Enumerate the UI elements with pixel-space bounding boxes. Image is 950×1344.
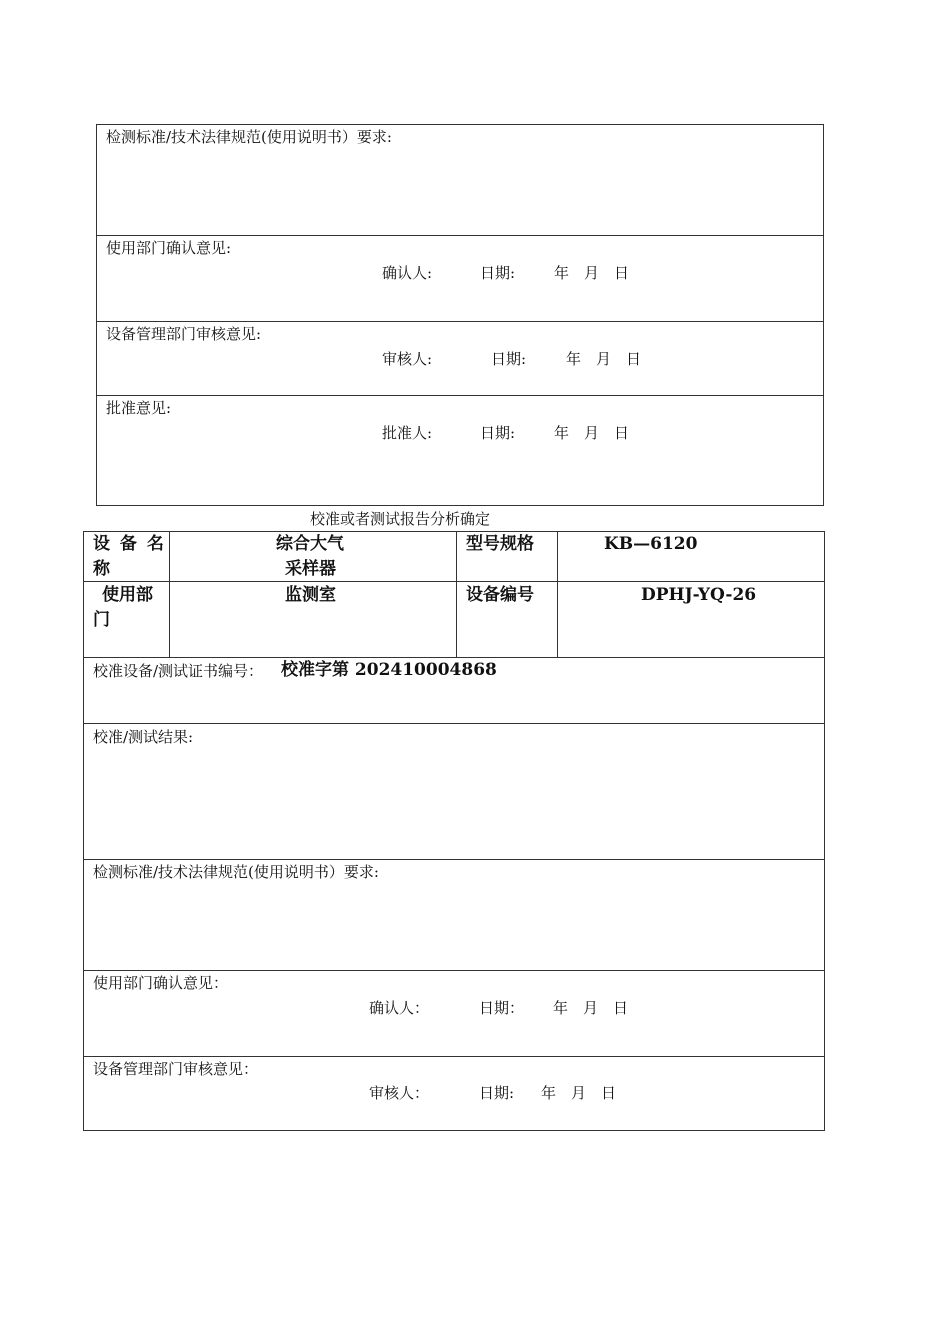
upper-dept-confirm-label: 使用部门确认意见: (106, 239, 232, 257)
upper-standard-label: 检测标准/技术法律规范(使用说明书）要求: (106, 128, 392, 146)
dept-label-line1: 使用部 (102, 585, 153, 605)
dept-label-line2: 门 (93, 610, 110, 630)
lower-dept-confirm-label: 使用部门确认意见： (93, 974, 229, 992)
device-name-label-line2: 称 (93, 559, 110, 579)
model-value: KB—6120 (604, 534, 698, 554)
lower-row-line-6 (83, 1056, 825, 1057)
device-name-value-line2: 采样器 (285, 559, 336, 579)
upper-confirmer-label: 确认人: (382, 264, 433, 282)
model-label: 型号规格 (466, 534, 534, 554)
upper-ymd-2: 年 月 日 (566, 350, 642, 368)
lower-form-table (83, 531, 825, 1131)
lower-date-label-1: 日期： (479, 999, 525, 1017)
upper-approver-label: 批准人: (382, 424, 433, 442)
upper-mgmt-review-label: 设备管理部门审核意见: (106, 325, 262, 343)
cert-value: 校准字第 202410004868 (281, 660, 497, 680)
device-name-label-line1: 设 备 名 (93, 534, 166, 554)
cert-label: 校准设备/测试证书编号： (93, 662, 264, 680)
upper-date-label-3: 日期: (480, 424, 516, 442)
dept-value: 监测室 (285, 585, 336, 605)
upper-divider-1 (96, 235, 824, 236)
upper-form-table (96, 124, 824, 506)
lower-mgmt-review-label: 设备管理部门审核意见： (93, 1060, 259, 1078)
lower-date-label-2: 日期: (479, 1084, 515, 1102)
lower-col-line-1 (169, 531, 170, 657)
upper-ymd-3: 年 月 日 (554, 424, 630, 442)
upper-approval-label: 批准意见: (106, 399, 172, 417)
device-no-label: 设备编号 (466, 585, 534, 605)
lower-ymd-1: 年 月 日 (553, 999, 629, 1017)
lower-reviewer-label: 审核人： (369, 1084, 430, 1102)
lower-row-line-5 (83, 970, 825, 971)
upper-date-label-2: 日期: (491, 350, 527, 368)
upper-reviewer-label: 审核人: (382, 350, 433, 368)
lower-ymd-2: 年 月 日 (541, 1084, 617, 1102)
lower-col-line-2 (456, 531, 457, 657)
upper-divider-2 (96, 321, 824, 322)
result-label: 校准/测试结果: (93, 728, 194, 746)
lower-row-line-4 (83, 859, 825, 860)
upper-date-label-1: 日期: (480, 264, 516, 282)
device-name-value-line1: 综合大气 (276, 534, 344, 554)
lower-row-line-1 (83, 581, 825, 582)
lower-confirmer-label: 确认人： (369, 999, 430, 1017)
device-no-value: DPHJ-YQ-26 (641, 585, 757, 605)
lower-standard-label: 检测标准/技术法律规范(使用说明书）要求: (93, 863, 379, 881)
lower-col-line-3 (557, 531, 558, 657)
upper-ymd-1: 年 月 日 (554, 264, 630, 282)
lower-row-line-3 (83, 723, 825, 724)
form-title: 校准或者测试报告分析确定 (310, 510, 491, 528)
upper-divider-3 (96, 395, 824, 396)
lower-row-line-2 (83, 657, 825, 658)
